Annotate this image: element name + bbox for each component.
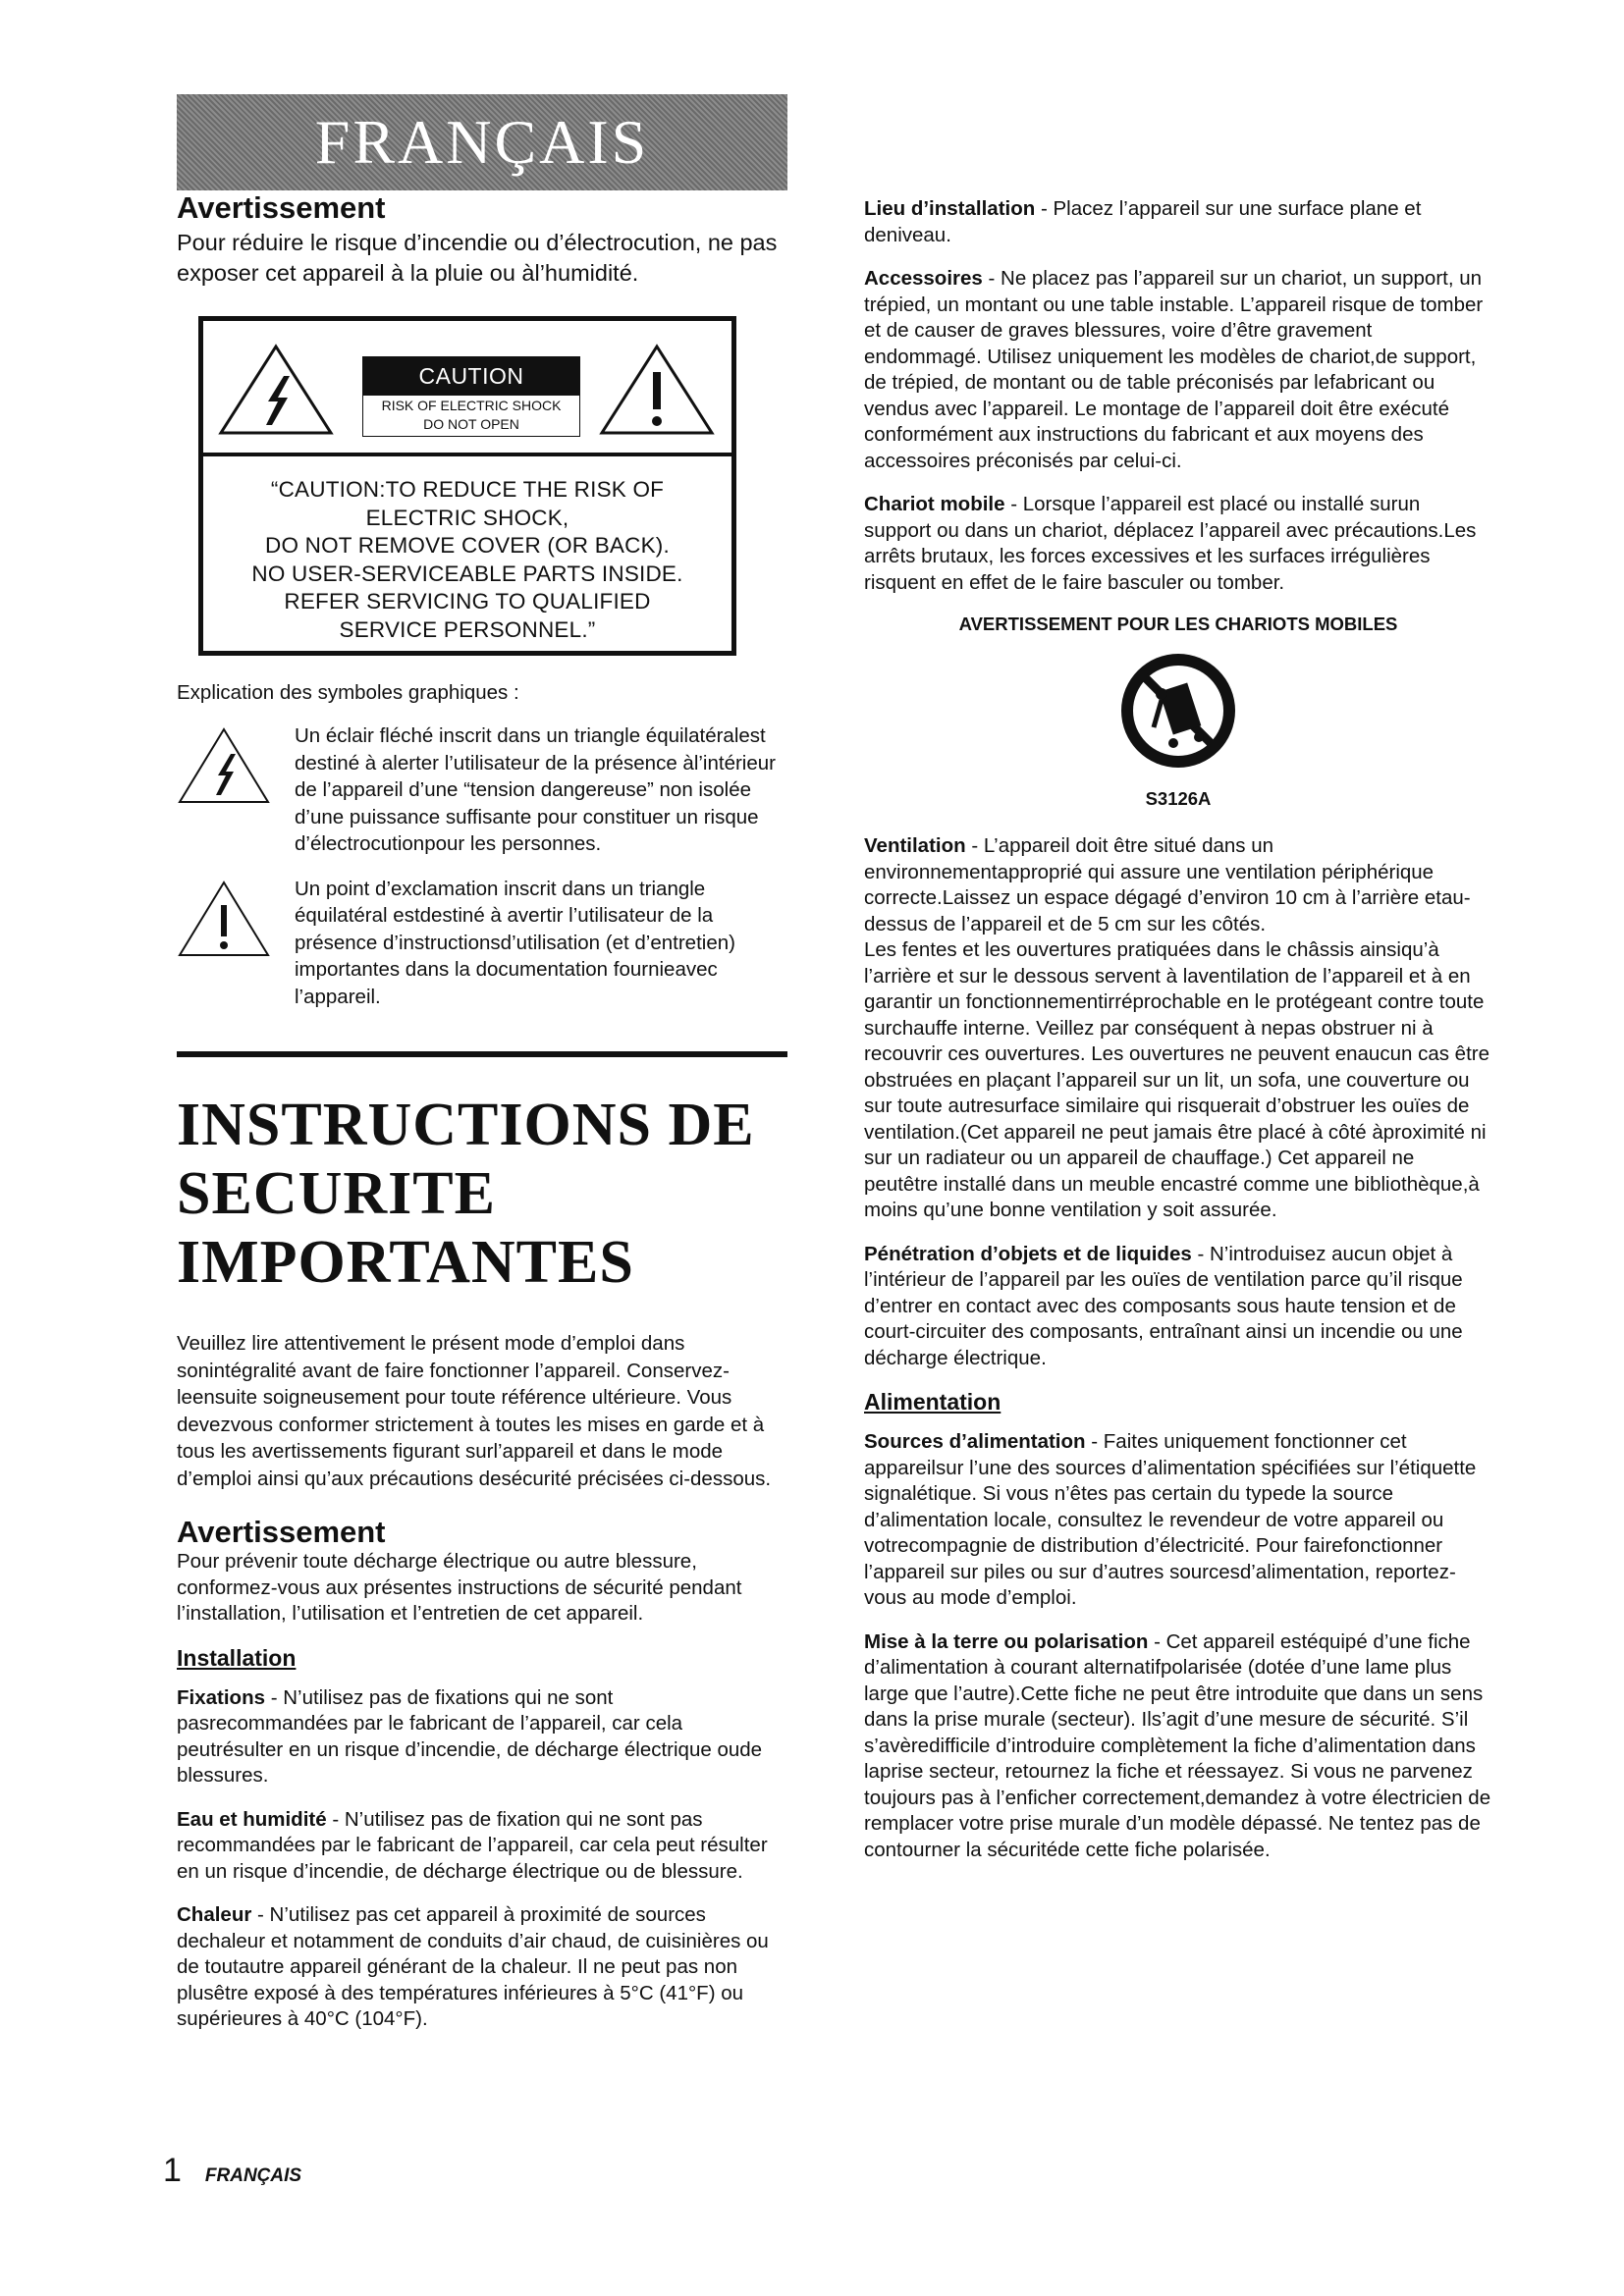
caution-line: SERVICE PERSONNEL.” xyxy=(339,616,596,642)
title-line: SECURITE xyxy=(177,1160,496,1227)
cart-symbol-code: S3126A xyxy=(1145,788,1212,809)
humidity-paragraph xyxy=(177,1807,787,1886)
term: Eau et humidité xyxy=(177,1807,327,1831)
term-text: - N’utilisez pas de fixations qui ne sont pasrecommandées par le fabricant de l’appareil, car cela peutrésulter en un risque d’incendie, de décharge électrique oude blessures. xyxy=(177,1685,763,1787)
page-footer xyxy=(163,2152,301,2190)
caution-line: REFER SERVICING TO QUALIFIED xyxy=(284,589,651,614)
mobile-cart-paragraph xyxy=(864,492,1492,596)
warning-heading: Avertissement xyxy=(177,190,386,225)
term: Sources d’alimentation xyxy=(864,1430,1086,1453)
lightning-text: Un éclair fléché inscrit dans un triangle équilatéralest destiné à alerter l’utilisateur de la présence àl’intérieur de l’appareil d’une “tension dangereuse” non isolée d’une puissance suffisante pour constituer un risque d’électrocutionpour les personnes. xyxy=(295,724,776,855)
term-text: - L’appareil doit être situé dans un environnementapproprié qui assure une ventilation périphérique correcte.Laissez un espace dégagé d’environ 10 cm à l’arrière etau-dessus de l’appareil et de 5 cm sur les côtés. xyxy=(864,834,1471,935)
caution-line: ELECTRIC SHOCK, xyxy=(365,505,569,530)
installation-heading: Installation xyxy=(177,1644,297,1671)
caution-line: DO NOT REMOVE COVER (OR BACK). xyxy=(265,533,670,558)
term-text: - Faites uniquement fonctionner cet appareilsur l’une des sources d’alimentation spécifiées sur l’étiquette signalétique. Si vous n’êtes pas certain du typede la source d’alimentation locale, consultez le revendeur de votre appareil ou votrecompagnie de distribution d’électricité. Pour fairefonctionner l’appareil sur piles ou sur d’autres sourcesd’alimentation, reportez-vous au mode d’emploi. xyxy=(864,1430,1477,1609)
caution-sub-line-2: DO NOT OPEN xyxy=(423,416,519,432)
left-column xyxy=(177,94,787,2051)
caution-line: “CAUTION:TO REDUCE THE RISK OF xyxy=(270,477,665,502)
power-heading: Alimentation xyxy=(864,1389,1001,1415)
term: Fixations xyxy=(177,1685,265,1709)
title-line: INSTRUCTIONS DE xyxy=(177,1092,755,1158)
term-text: - Cet appareil estéquipé d’une fiche d’alimentation à courant alternatifpolarisée (dotée d’une lame plus large que l’autre).Cette fiche ne peut être introduite que dans un sens dans la prise murale (secteur). Ils’agit d’une mesure de sécurité. S’il s’avèredifficile d’introduire complètement la fiche d’alimentation dans laprise secteur, retournez la fiche et réessayez. Si vous ne parvenez toujours pas à l’enficher correctement,demandez à votre électricien de remplacer votre prise murale d’un modèle dépassé. Ne tentez pas de contourner la sécuritéde cette fiche polarisée. xyxy=(864,1629,1491,1861)
term: Lieu d’installation xyxy=(864,197,1036,220)
lightning-triangle-icon xyxy=(217,343,335,437)
ventilation-paragraph xyxy=(864,833,1492,937)
instructions-intro: Veuillez lire attentivement le présent mode d’emploi dans sonintégralité avant de faire fonctionner l’appareil. Conservez-leensuite soigneusement pour toute référence ultérieure. Vous devezvous conformer strictement à toutes les mises en garde et à tous les avertissements figurant surl’appareil et dans le mode d’emploi ainsi qu’aux précautions desécurité précisées ci-dessous. xyxy=(177,1332,772,1490)
term-text: - Ne placez pas l’appareil sur un chariot, un support, un trépied, un montant ou une table instable. L’appareil risque de tomber et de causer de graves blessures, voire d’être gravement endommagé. Utilisez uniquement les modèles de chariot,de support, de trépied, de montant ou de table préconisés par lefabricant ou vendus avec l’appareil. Le montage de l’appareil doit être exécuté conformément aux instructions du fabricant et aux moyens des accessoires préconisés par celui-ci. xyxy=(864,267,1484,472)
term-text: - Lorsque l’appareil est placé ou installé surun support ou dans un chariot, déplacez l’appareil avec précautions.Les arrêts brutaux, les forces excessives et les surfaces irrégulières risquent en effet de le faire basculer ou tomber. xyxy=(864,493,1477,594)
term: Mise à la terre ou polarisation xyxy=(864,1629,1149,1653)
term-text: - N’utilisez pas de fixation qui ne sont pas recommandées par le fabricant de l’appareil, car cela peut résulter en un risque d’incendie, de décharge électrique ou de blessure. xyxy=(177,1807,768,1883)
title-line: IMPORTANTES xyxy=(177,1229,634,1296)
power-sources-paragraph xyxy=(864,1429,1492,1612)
exclamation-explanation xyxy=(177,876,787,1011)
penetration-paragraph xyxy=(864,1242,1492,1372)
caution-sub-line-1: RISK OF ELECTRIC SHOCK xyxy=(381,398,562,413)
language-title: FRANÇAIS xyxy=(314,107,650,177)
term: Chaleur xyxy=(177,1903,252,1926)
page-number: 1 xyxy=(163,2152,182,2189)
term-text: - Placez l’appareil sur une surface plane et deniveau. xyxy=(864,197,1422,246)
caution-box xyxy=(198,316,736,656)
caution-subtitle xyxy=(362,396,580,437)
divider xyxy=(177,1051,787,1057)
right-column xyxy=(864,196,1492,1881)
lightning-triangle-icon xyxy=(177,726,271,805)
footer-label: FRANÇAIS xyxy=(204,2165,302,2186)
ventilation-details: Les fentes et les ouvertures pratiquées dans le châssis ainsiqu’à l’arrière et sur le dessous servent à laventilation de l’appareil et à en garantir un fonctionnementirréprochable en le protégeant contre toute surchauffe interne. Veillez par conséquent à nepas obstruer ni à recouvrir ces ouvertures. Les ouvertures ne peuvent enaucun cas être obstruées en plaçant l’appareil sur un lit, un sofa, une couverture ou sur toute autresurface similaire qui risquerait d’obstruer les ouïes de ventilation.(Cet appareil ne peut jamais être placé à côté àproximité ni sur un radiateur ou un appareil de chauffage.) Cet appareil ne peutêtre installé dans un meuble encastré comme une bibliothèque,à moins qu’une bonne ventilation y soit assurée. xyxy=(864,938,1489,1221)
warning-text: Pour réduire le risque d’incendie ou d’électrocution, ne pas exposer cet appareil à la pluie ou àl’humidité. xyxy=(177,230,778,286)
lightning-explanation xyxy=(177,722,787,858)
term: Pénétration d’objets et de liquides xyxy=(864,1242,1192,1265)
instructions-title xyxy=(177,1091,787,1297)
fixations-paragraph xyxy=(177,1685,787,1789)
term-text: - N’introduisez aucun objet à l’intérieur de l’appareil par les ouïes de ventilation parce qu’il risque d’entrer en contact avec des composants sous haute tension et de court-circuiter des composants, entraînant ainsi un incendie ou une décharge électrique. xyxy=(864,1242,1463,1369)
caution-line: NO USER-SERVICEABLE PARTS INSIDE. xyxy=(251,561,683,586)
term: Ventilation xyxy=(864,834,966,857)
term: Accessoires xyxy=(864,267,983,290)
exclamation-text: Un point d’exclamation inscrit dans un triangle équilatéral estdestiné à avertir l’utilisateur de la présence d’instructionsd’utilisation (et d’entretien) importantes dans la documentation fournieavec l’appareil. xyxy=(295,877,735,1008)
symbols-heading: Explication des symboles graphiques : xyxy=(177,681,519,704)
polarization-paragraph xyxy=(864,1629,1492,1864)
language-banner xyxy=(177,94,787,190)
caution-title: CAUTION xyxy=(362,356,580,396)
term: Chariot mobile xyxy=(864,493,1005,515)
exclamation-triangle-icon xyxy=(598,343,716,437)
warning2-heading: Avertissement xyxy=(177,1515,386,1549)
warning2-text: Pour prévenir toute décharge électrique ou autre blessure, conformez-vous aux présentes instructions de sécurité pendant l’installation, l’utilisation et l’entretien de cet appareil. xyxy=(177,1550,742,1625)
mobile-cart-warning-title: AVERTISSEMENT POUR LES CHARIOTS MOBILES xyxy=(958,614,1398,634)
heat-paragraph xyxy=(177,1902,787,2033)
exclamation-triangle-icon xyxy=(177,880,271,958)
caution-label xyxy=(362,356,580,437)
accessories-paragraph xyxy=(864,266,1492,474)
caution-body xyxy=(203,456,731,644)
installation-place-paragraph xyxy=(864,196,1492,248)
caution-header xyxy=(203,321,731,456)
cart-tipover-icon xyxy=(1114,647,1242,774)
term-text: - N’utilisez pas cet appareil à proximité de sources dechaleur et notamment de conduits d’air chaud, de cuisinières ou de toutautre appareil générant de la chaleur. Il ne peut pas non plusêtre exposé à des températures inférieures à 5°C (41°F) ou supérieures à 40°C (104°F). xyxy=(177,1903,769,2030)
